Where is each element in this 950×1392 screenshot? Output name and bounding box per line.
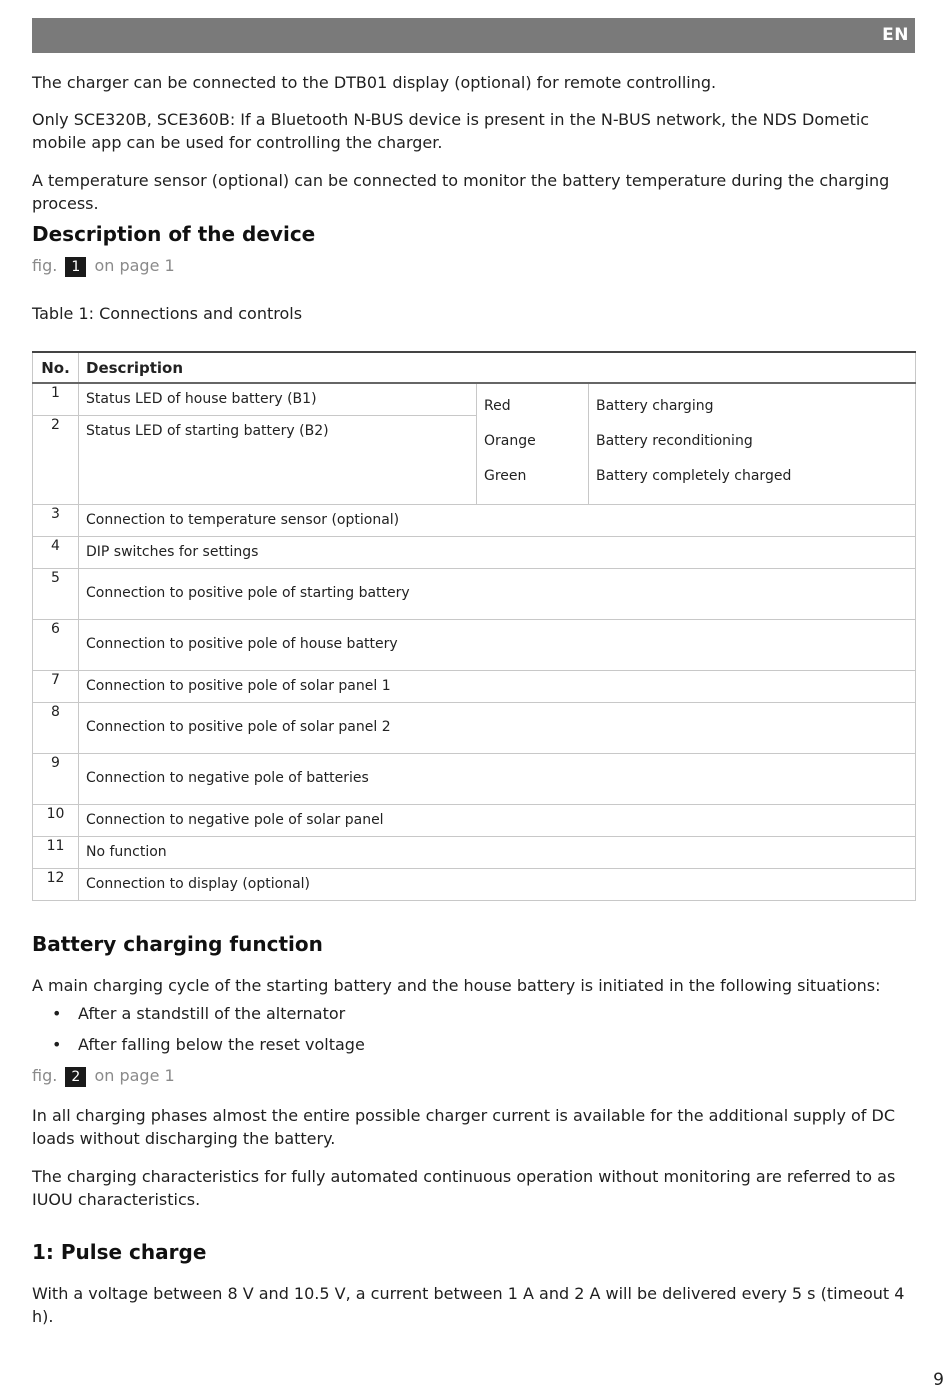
table-row: [33, 504, 916, 536]
row-no: 10: [33, 804, 79, 836]
fig-suffix: on page 1: [94, 1066, 175, 1085]
led-state-charging: Battery charging: [596, 398, 714, 414]
figure-reference-2: [32, 1066, 175, 1087]
fig-prefix: fig.: [32, 256, 58, 275]
row-description: Connection to temperature sensor (optional): [79, 504, 916, 536]
led-color-cell: [477, 383, 589, 504]
row-no: 5: [33, 568, 79, 619]
row-no: 7: [33, 670, 79, 702]
table-row: [33, 702, 916, 753]
row-description: DIP switches for settings: [79, 536, 916, 568]
charging-paragraph-1: In all charging phases almost the entire possible charger current is available for the additional supply of DC loads without discharging the battery.: [32, 1106, 896, 1148]
row-no: 9: [33, 753, 79, 804]
led-color-green: Green: [484, 468, 527, 484]
language-label: EN: [882, 25, 909, 45]
row-description: Connection to positive pole of solar panel 1: [79, 670, 916, 702]
row-description: Status LED of starting battery (B2): [79, 415, 477, 504]
fig-suffix: on page 1: [94, 256, 175, 275]
list-item: [52, 1000, 365, 1031]
row-no: 2: [33, 415, 79, 504]
row-description: Connection to positive pole of solar panel 2: [79, 702, 916, 753]
table-caption: Table 1: Connections and controls: [32, 304, 303, 323]
row-description: Connection to positive pole of house battery: [79, 619, 916, 670]
column-header-no: No.: [33, 352, 79, 383]
pulse-paragraph: With a voltage between 8 V and 10.5 V, a current between 1 A and 2 A will be delivered every 5 s (timeout 4 h).: [32, 1284, 905, 1326]
led-color-red: Red: [484, 398, 511, 414]
list-item-text: After falling below the reset voltage: [78, 1035, 365, 1054]
row-description: Connection to display (optional): [79, 868, 916, 900]
led-state-reconditioning: Battery reconditioning: [596, 433, 753, 449]
bullet-icon: •: [52, 1004, 62, 1023]
page-number: 9: [933, 1370, 944, 1390]
row-description: Connection to negative pole of solar panel: [79, 804, 916, 836]
table-row: [33, 568, 916, 619]
table-row: [33, 868, 916, 900]
connections-table: [32, 351, 916, 901]
table-row: [33, 804, 916, 836]
row-description: Connection to positive pole of starting battery: [79, 568, 916, 619]
figure-reference-1: [32, 256, 175, 277]
device-heading: Description of the device: [32, 222, 316, 246]
row-no: 1: [33, 383, 79, 415]
intro-paragraph-3: A temperature sensor (optional) can be connected to monitor the battery temperature during the charging process.: [32, 171, 890, 213]
row-no: 4: [33, 536, 79, 568]
column-header-description: Description: [79, 352, 916, 383]
pulse-heading: 1: Pulse charge: [32, 1240, 207, 1264]
fig-number: 2: [65, 1067, 86, 1087]
intro-paragraph-2: Only SCE320B, SCE360B: If a Bluetooth N-BUS device is present in the N-BUS network, the NDS Dometic mobile app can be used for controlling the charger.: [32, 110, 870, 152]
table-header-row: [33, 352, 916, 383]
condition-list: [52, 1000, 365, 1062]
led-state-cell: [589, 383, 916, 504]
table-row: [33, 753, 916, 804]
list-item-text: After a standstill of the alternator: [78, 1004, 346, 1023]
row-no: 6: [33, 619, 79, 670]
table-row: [33, 383, 916, 415]
charging-intro: A main charging cycle of the starting battery and the house battery is initiated in the following situations:: [32, 976, 881, 995]
led-color-orange: Orange: [484, 433, 536, 449]
row-no: 8: [33, 702, 79, 753]
row-description: Connection to negative pole of batteries: [79, 753, 916, 804]
list-item: [52, 1031, 365, 1062]
row-no: 11: [33, 836, 79, 868]
table-row: [33, 536, 916, 568]
led-state-charged: Battery completely charged: [596, 468, 792, 484]
fig-prefix: fig.: [32, 1066, 58, 1085]
bullet-icon: •: [52, 1035, 62, 1054]
charging-heading: Battery charging function: [32, 932, 323, 956]
header-bar: [32, 18, 915, 53]
fig-number: 1: [65, 257, 86, 277]
charging-paragraph-2: The charging characteristics for fully automated continuous operation without monitoring are referred to as IUOU characteristics.: [32, 1167, 896, 1209]
row-no: 3: [33, 504, 79, 536]
table-row: [33, 619, 916, 670]
intro-paragraph-1: The charger can be connected to the DTB01 display (optional) for remote controlling.: [32, 73, 717, 92]
row-description: No function: [79, 836, 916, 868]
row-no: 12: [33, 868, 79, 900]
row-description: Status LED of house battery (B1): [79, 383, 477, 415]
table-row: [33, 836, 916, 868]
table-row: [33, 670, 916, 702]
